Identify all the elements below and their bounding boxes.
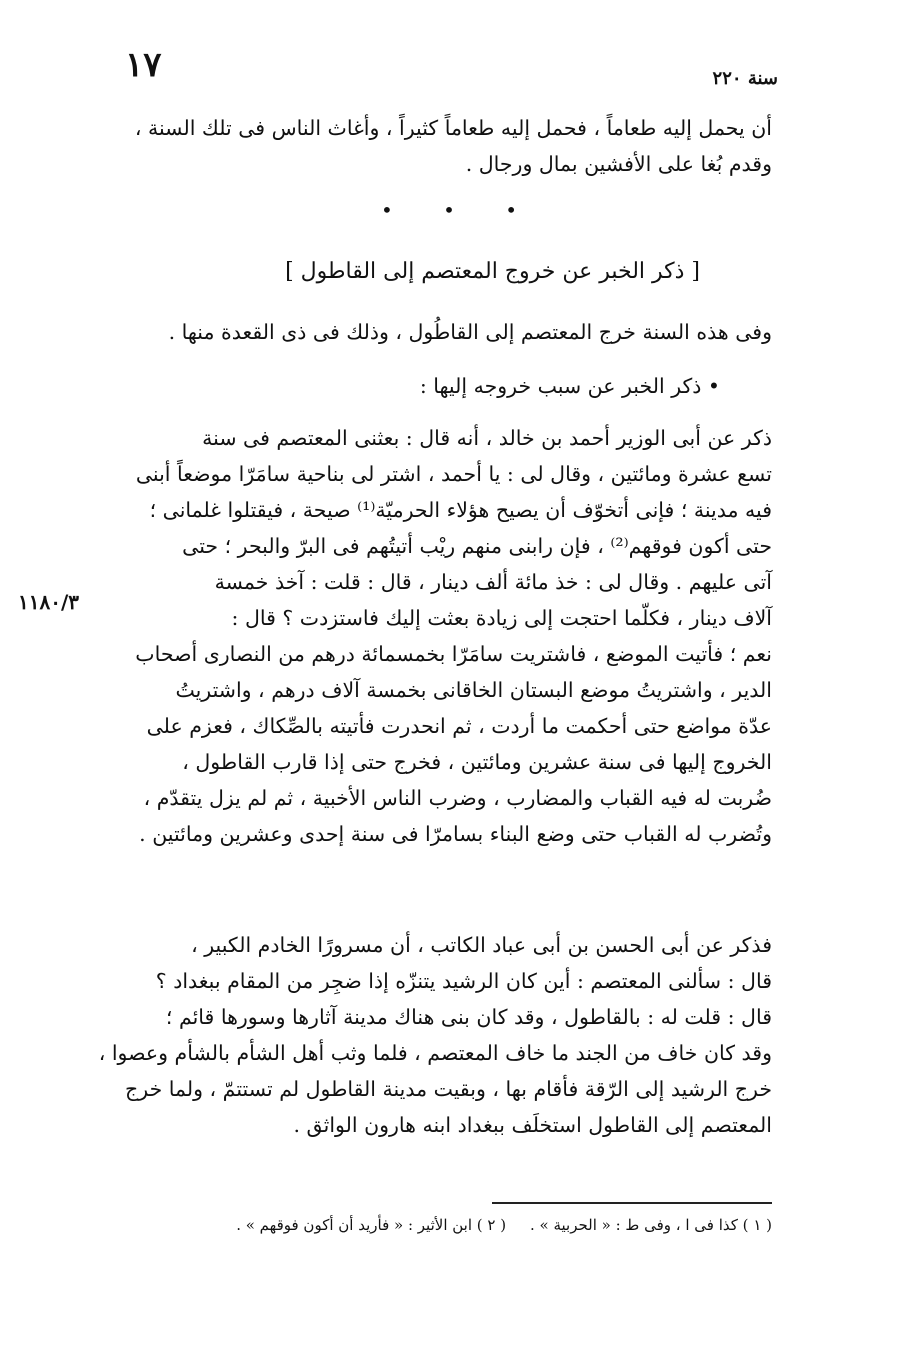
paragraph-1 [122, 420, 772, 852]
text-line: ذكر عن أبى الوزير أحمد بن خالد ، أنه قال : بعثنى المعتصم فى سنة [202, 426, 772, 450]
section-intro [122, 314, 772, 350]
text-line: الدير ، واشتريتُ موضع البستان الخاقانى بخمسة آلاف درهم ، واشتريتُ [175, 678, 772, 702]
footnotes [122, 1210, 772, 1240]
page-number: ١٧ [125, 45, 162, 85]
text-line: حتى أكون فوقهم⁽²⁾ ، فإن رابنى منهم ريْب أتيتُهم فى البرّ والبحر ؛ حتى [182, 534, 772, 558]
text-line: آلاف دينار ، فكلّما احتجت إلى زيادة بعثت إليك فاستزدت ؟ قال : [231, 606, 772, 630]
text-line: فيه مدينة ؛ فإنى أتخوّف أن يصيح هؤلاء الحرميّة⁽¹⁾ صيحة ، فيقتلوا غلمانى ؛ [149, 498, 772, 522]
text-line: قال : سألنى المعتصم : أين كان الرشيد يتنزّه إذا ضجِر من المقام ببغداد ؟ [155, 969, 772, 993]
intro-paragraph [122, 110, 772, 182]
running-header-year: سنة ٢٢٠ [712, 68, 778, 89]
text-line: قال : قلت له : بالقاطول ، وقد كان بنى هناك مدينة آثارها وسورها قائم ؛ [165, 1005, 772, 1029]
footnote-2: ( ٢ ) ابن الأثير : « فأريد أن أكون فوقهم » . [236, 1216, 507, 1234]
text-line: تسع عشرة ومائتين ، وقال لى : يا أحمد ، اشتر لى بناحية سامَرّا موضعاً أبنى [135, 462, 772, 486]
text-line: وقدم بُغا على الأفشين بمال ورجال . [465, 152, 772, 176]
text-line: وتُضرب له القباب حتى وضع البناء بسامرّا فى سنة إحدى وعشرين ومائتين . [139, 822, 772, 846]
text-line: عدّة مواضع حتى أحكمت ما أردت ، ثم انحدرت فأتيته بالصِّكاك ، فعزم على [146, 714, 772, 738]
margin-reference: ١١٨٠/٣ [18, 590, 80, 614]
footnote-1: ( ١ ) كذا فى ا ، وفى ط : « الحربية » . [529, 1216, 772, 1234]
section-separator: • • • [380, 198, 540, 222]
text-line: فذكر عن أبى الحسن بن أبى عباد الكاتب ، أن مسرورًا الخادم الكبير ، [191, 933, 772, 957]
subheading: • ذكر الخبر عن سبب خروجه إليها : [419, 374, 720, 398]
text-line: وفى هذه السنة خرج المعتصم إلى القاطُول ، وذلك فى ذى القعدة منها . [168, 320, 772, 344]
text-line: ضُربت له فيه القباب والمضارب ، وضرب الناس الأخبية ، ثم لم يزل يتقدّم ، [143, 786, 772, 810]
text-line: نعم ؛ فأتيت الموضع ، فاشتريت سامَرّا بخمسمائة درهم من النصارى أصحاب [135, 642, 772, 666]
section-title: [ ذكر الخبر عن خروج المعتصم إلى القاطول ] [285, 259, 700, 284]
footnote-rule [492, 1202, 772, 1204]
text-line: وقد كان خاف من الجند ما خاف المعتصم ، فلما وثب أهل الشأم بالشأم وعصوا ، [98, 1041, 772, 1065]
text-line: خرج الرشيد إلى الرّقة فأقام بها ، وبقيت مدينة القاطول لم تستتمّ ، ولما خرج [125, 1077, 772, 1101]
text-line: الخروج إليها فى سنة عشرين ومائتين ، فخرج حتى إذا قارب القاطول ، [182, 750, 772, 774]
text-line: المعتصم إلى القاطول استخلَف ببغداد ابنه هارون الواثق . [293, 1113, 772, 1137]
text-line: أن يحمل إليه طعاماً ، فحمل إليه طعاماً كثيراً ، وأغاث الناس فى تلك السنة ، [134, 116, 772, 140]
text-line: آتى عليهم . وقال لى : خذ مائة ألف دينار ، قال : قلت : آخذ خمسة [214, 570, 772, 594]
paragraph-2 [98, 927, 772, 1143]
